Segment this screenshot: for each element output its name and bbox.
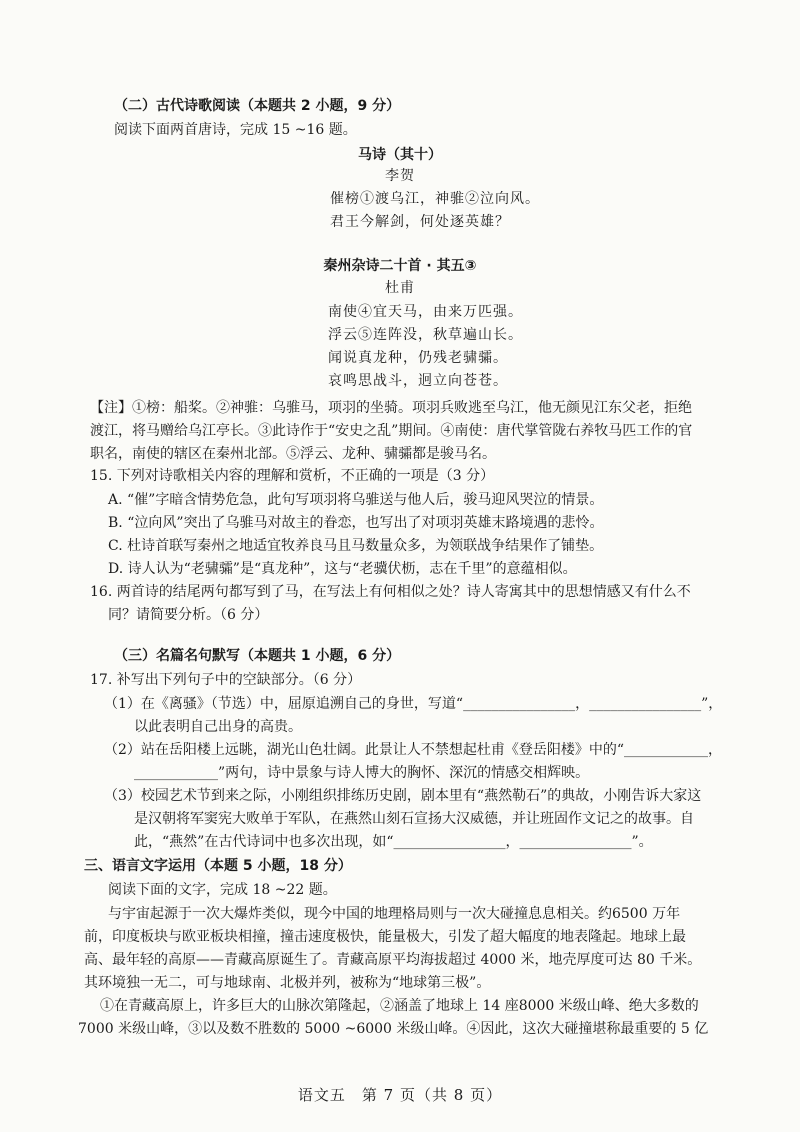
poem2-author: 杜甫 xyxy=(385,280,415,296)
question-17-part: （2）站在岳阳楼上远眺，湖光山色壮阔。此景让人不禁想起杜甫《登岳阳楼》中的“____________， xyxy=(104,742,723,758)
passage-line: ①在青藏高原上，许多巨大的山脉次第隆起，②涵盖了地球上 14 座8000 米级山峰、绝大多数的 xyxy=(100,998,699,1014)
notes-line: 职名，南使的辖区在秦州北部。⑤浮云、龙种、骕骦都是骏马名。 xyxy=(90,446,496,462)
section-intro-poetry: 阅读下面两首唐诗，完成 15 ~16 题。 xyxy=(114,122,357,138)
notes-line: 渡江，将马赠给乌江亭长。③此诗作于“安史之乱”期间。④南使：唐代掌管陇右养牧马匹工作的官 xyxy=(90,423,693,439)
option-a: A. “催”字暗含情势危急，此句写项羽将乌骓送与他人后，骏马迎风哭泣的情景。 xyxy=(108,492,604,508)
poem1-title: 马诗（其十） xyxy=(358,147,442,163)
section-intro-language: 阅读下面的文字，完成 18 ~22 题。 xyxy=(108,882,337,898)
question-17-part: ____________”两句，诗中景象与诗人博大的胸怀、深沉的情感交相辉映。 xyxy=(134,765,590,781)
question-17-part: （1）在《离骚》（节选）中，屈原追溯自己的身世，写道“________________，________________”， xyxy=(104,696,723,712)
passage-line: 7000 米级山峰，③以及数不胜数的 5000 ~6000 米级山峰。④因此，这次大碰撞堪称最重要的 5 亿 xyxy=(78,1021,709,1037)
passage-line: 其环境独一无二，可与地球南、北极并列，被称为“地球第三极”。 xyxy=(84,975,491,991)
option-c: C. 杜诗首联写秦州之地适宜牧养良马且马数量众多，为领联战争结果作了铺垫。 xyxy=(108,538,604,554)
section-heading-recitation: （三）名篇名句默写（本题共 1 小题，6 分） xyxy=(114,648,401,664)
question-17-part: 以此表明自己出身的高贵。 xyxy=(134,719,302,735)
notes-line: 【注】①榜：船桨。②神骓：乌骓马，项羽的坐骑。项羽兵败逃至乌江，他无颜见江东父老，拒绝 xyxy=(90,400,692,416)
passage-line: 高、最年轻的高原——青藏高原诞生了。青藏高原平均海拔超过 4000 米，地壳厚度可达 80 千米。 xyxy=(84,952,702,968)
poem1-line: 君王今解剑，何处逐英雄？ xyxy=(330,214,510,230)
passage-line: 与宇宙起源于一次大爆炸类似，现今中国的地理格局则与一次大碰撞息息相关。约6500 万年 xyxy=(108,906,681,922)
question-16-line: 同？请简要分析。（6 分） xyxy=(108,607,269,623)
poem2-line: 哀鸣思战斗，迥立向苍苍。 xyxy=(328,373,508,389)
option-b: B. “泣向风”突出了乌骓马对故主的眷恋，也写出了对项羽英雄末路境遇的悲怜。 xyxy=(108,515,604,531)
question-17-part: （3）校园艺术节到来之际，小刚组织排练历史剧，剧本里有“燕然勒石”的典故，小刚告诉大家这 xyxy=(104,788,702,804)
section-heading-language: 三、语言文字运用（本题 5 小题，18 分） xyxy=(84,858,352,874)
poem2-title: 秦州杂诗二十首 · 其五③ xyxy=(323,258,477,274)
poem1-author: 李贺 xyxy=(385,168,415,184)
poem2-line: 南使④宜天马，由来万匹强。 xyxy=(328,304,523,320)
poem2-line: 闻说真龙种，仍残老骕骦。 xyxy=(328,350,508,366)
question-17-part: 此，“燕然”在古代诗词中也多次出现，如“________________，________________”。 xyxy=(134,834,653,850)
section-heading-poetry: （二）古代诗歌阅读（本题共 2 小题，9 分） xyxy=(114,98,401,114)
question-15-stem: 15. 下列对诗歌相关内容的理解和赏析，不正确的一项是（3 分） xyxy=(90,468,495,484)
option-d: D. 诗人认为“老骕骦”是“真龙种”，这与“老骥伏枥，志在千里”的意蕴相似。 xyxy=(108,561,577,577)
question-17-part: 是汉朝将军窦宪大败单于军队，在燕然山刻石宣扬大汉威德，并让班固作文记之的故事。自 xyxy=(134,811,694,827)
page-footer: 语文五 第 7 页（共 8 页） xyxy=(297,1086,503,1104)
question-16-line: 16. 两首诗的结尾两句都写到了马，在写法上有何相似之处？诗人寄寓其中的思想情感又有什么不 xyxy=(90,584,691,600)
passage-line: 前，印度板块与欧亚板块相撞，撞击速度极快，能量极大，引发了超大幅度的地表隆起。地球上最 xyxy=(84,929,686,945)
poem1-line: 催榜①渡乌江，神骓②泣向风。 xyxy=(330,191,540,207)
question-17-stem: 17. 补写出下列句子中的空缺部分。（6 分） xyxy=(90,672,362,688)
poem2-line: 浮云⑤连阵没，秋草遍山长。 xyxy=(328,327,523,343)
